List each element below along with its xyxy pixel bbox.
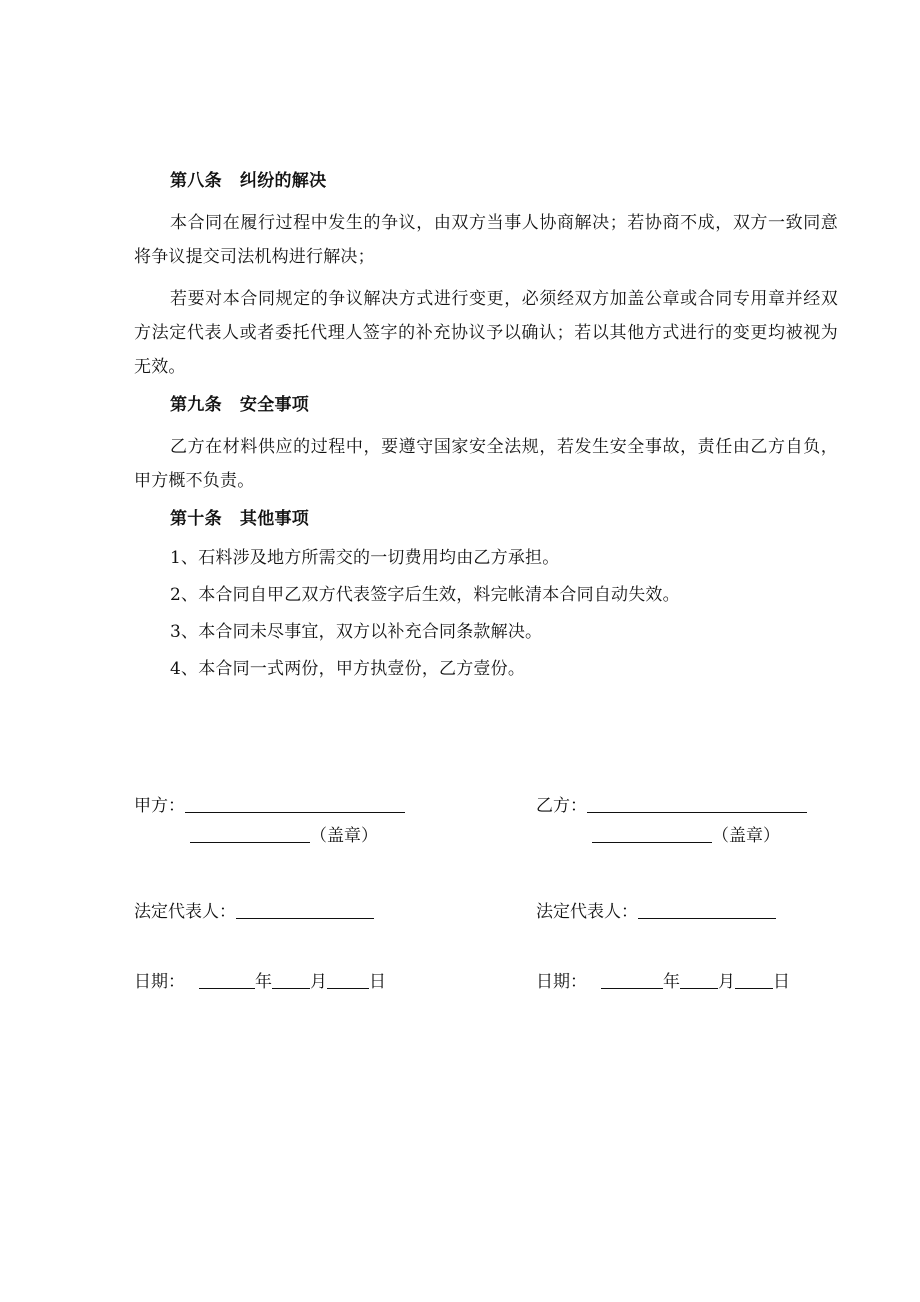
list-item: 3、本合同未尽事宜，双方以补充合同条款解决。 [170, 622, 543, 642]
date-label: 日期： [134, 972, 185, 992]
party-b-legal-rep [536, 898, 776, 926]
year-label: 年 [255, 972, 272, 992]
party-b-seal-label: （盖章） [712, 826, 780, 846]
list-item: 2、本合同自甲乙双方代表签字后生效，料完帐清本合同自动失效。 [170, 585, 680, 605]
party-a-seal-label: （盖章） [310, 826, 378, 846]
party-row [134, 792, 838, 820]
party-b-seal [592, 822, 780, 850]
section-title: 安全事项 [239, 395, 310, 415]
section-number: 第十条 [170, 509, 222, 529]
section-heading-9 [170, 392, 838, 418]
party-a-seal-blank [190, 822, 310, 843]
paragraph: 若要对本合同规定的争议解决方式进行变更，必须经双方加盖公章或合同专用章并经双方法定代表人或者委托代理人签字的补充协议予以确认；若以其他方式进行的变更均被视为无效。 [134, 289, 838, 377]
month-blank [272, 968, 310, 989]
party-a-legal-rep [134, 898, 374, 926]
section-heading-8 [170, 168, 838, 194]
legal-rep-row [134, 898, 838, 926]
party-a-date [134, 968, 386, 996]
party-a-legal-rep-blank [236, 898, 374, 919]
party-b-label: 乙方： [536, 796, 587, 816]
list-item: 1、石料涉及地方所需交的一切费用均由乙方承担。 [170, 548, 560, 568]
section-number: 第九条 [170, 395, 222, 415]
contract-body [134, 168, 838, 692]
party-b-seal-blank [592, 822, 712, 843]
section-title: 其他事项 [239, 509, 310, 529]
legal-rep-label: 法定代表人： [134, 902, 236, 922]
date-label: 日期： [536, 972, 587, 992]
month-label: 月 [310, 972, 327, 992]
legal-rep-label: 法定代表人： [536, 902, 638, 922]
day-label: 日 [369, 972, 386, 992]
month-label: 月 [718, 972, 735, 992]
party-a-seal [190, 822, 378, 850]
party-b-date [536, 968, 790, 996]
paragraph: 本合同在履行过程中发生的争议，由双方当事人协商解决；若协商不成，双方一致同意将争议提交司法机构进行解决； [134, 213, 838, 267]
date-row [134, 968, 838, 996]
day-blank [327, 968, 369, 989]
party-b-legal-rep-blank [638, 898, 776, 919]
day-blank [735, 968, 773, 989]
party-a-name-blank [185, 792, 405, 813]
paragraph: 乙方在材料供应的过程中，要遵守国家安全法规，若发生安全事故，责任由乙方自负，甲方概不负责。 [134, 437, 838, 491]
party-b [536, 792, 807, 820]
section-heading-10 [170, 506, 838, 532]
party-b-name-blank [587, 792, 807, 813]
year-blank [199, 968, 255, 989]
section-number: 第八条 [170, 171, 222, 191]
list-item: 4、本合同一式两份，甲方执壹份，乙方壹份。 [170, 659, 526, 679]
day-label: 日 [773, 972, 790, 992]
year-label: 年 [663, 972, 680, 992]
month-blank [680, 968, 718, 989]
party-a [134, 792, 405, 820]
section-title: 纠纷的解决 [239, 171, 327, 191]
seal-row [134, 822, 838, 850]
year-blank [601, 968, 663, 989]
party-a-label: 甲方： [134, 796, 185, 816]
